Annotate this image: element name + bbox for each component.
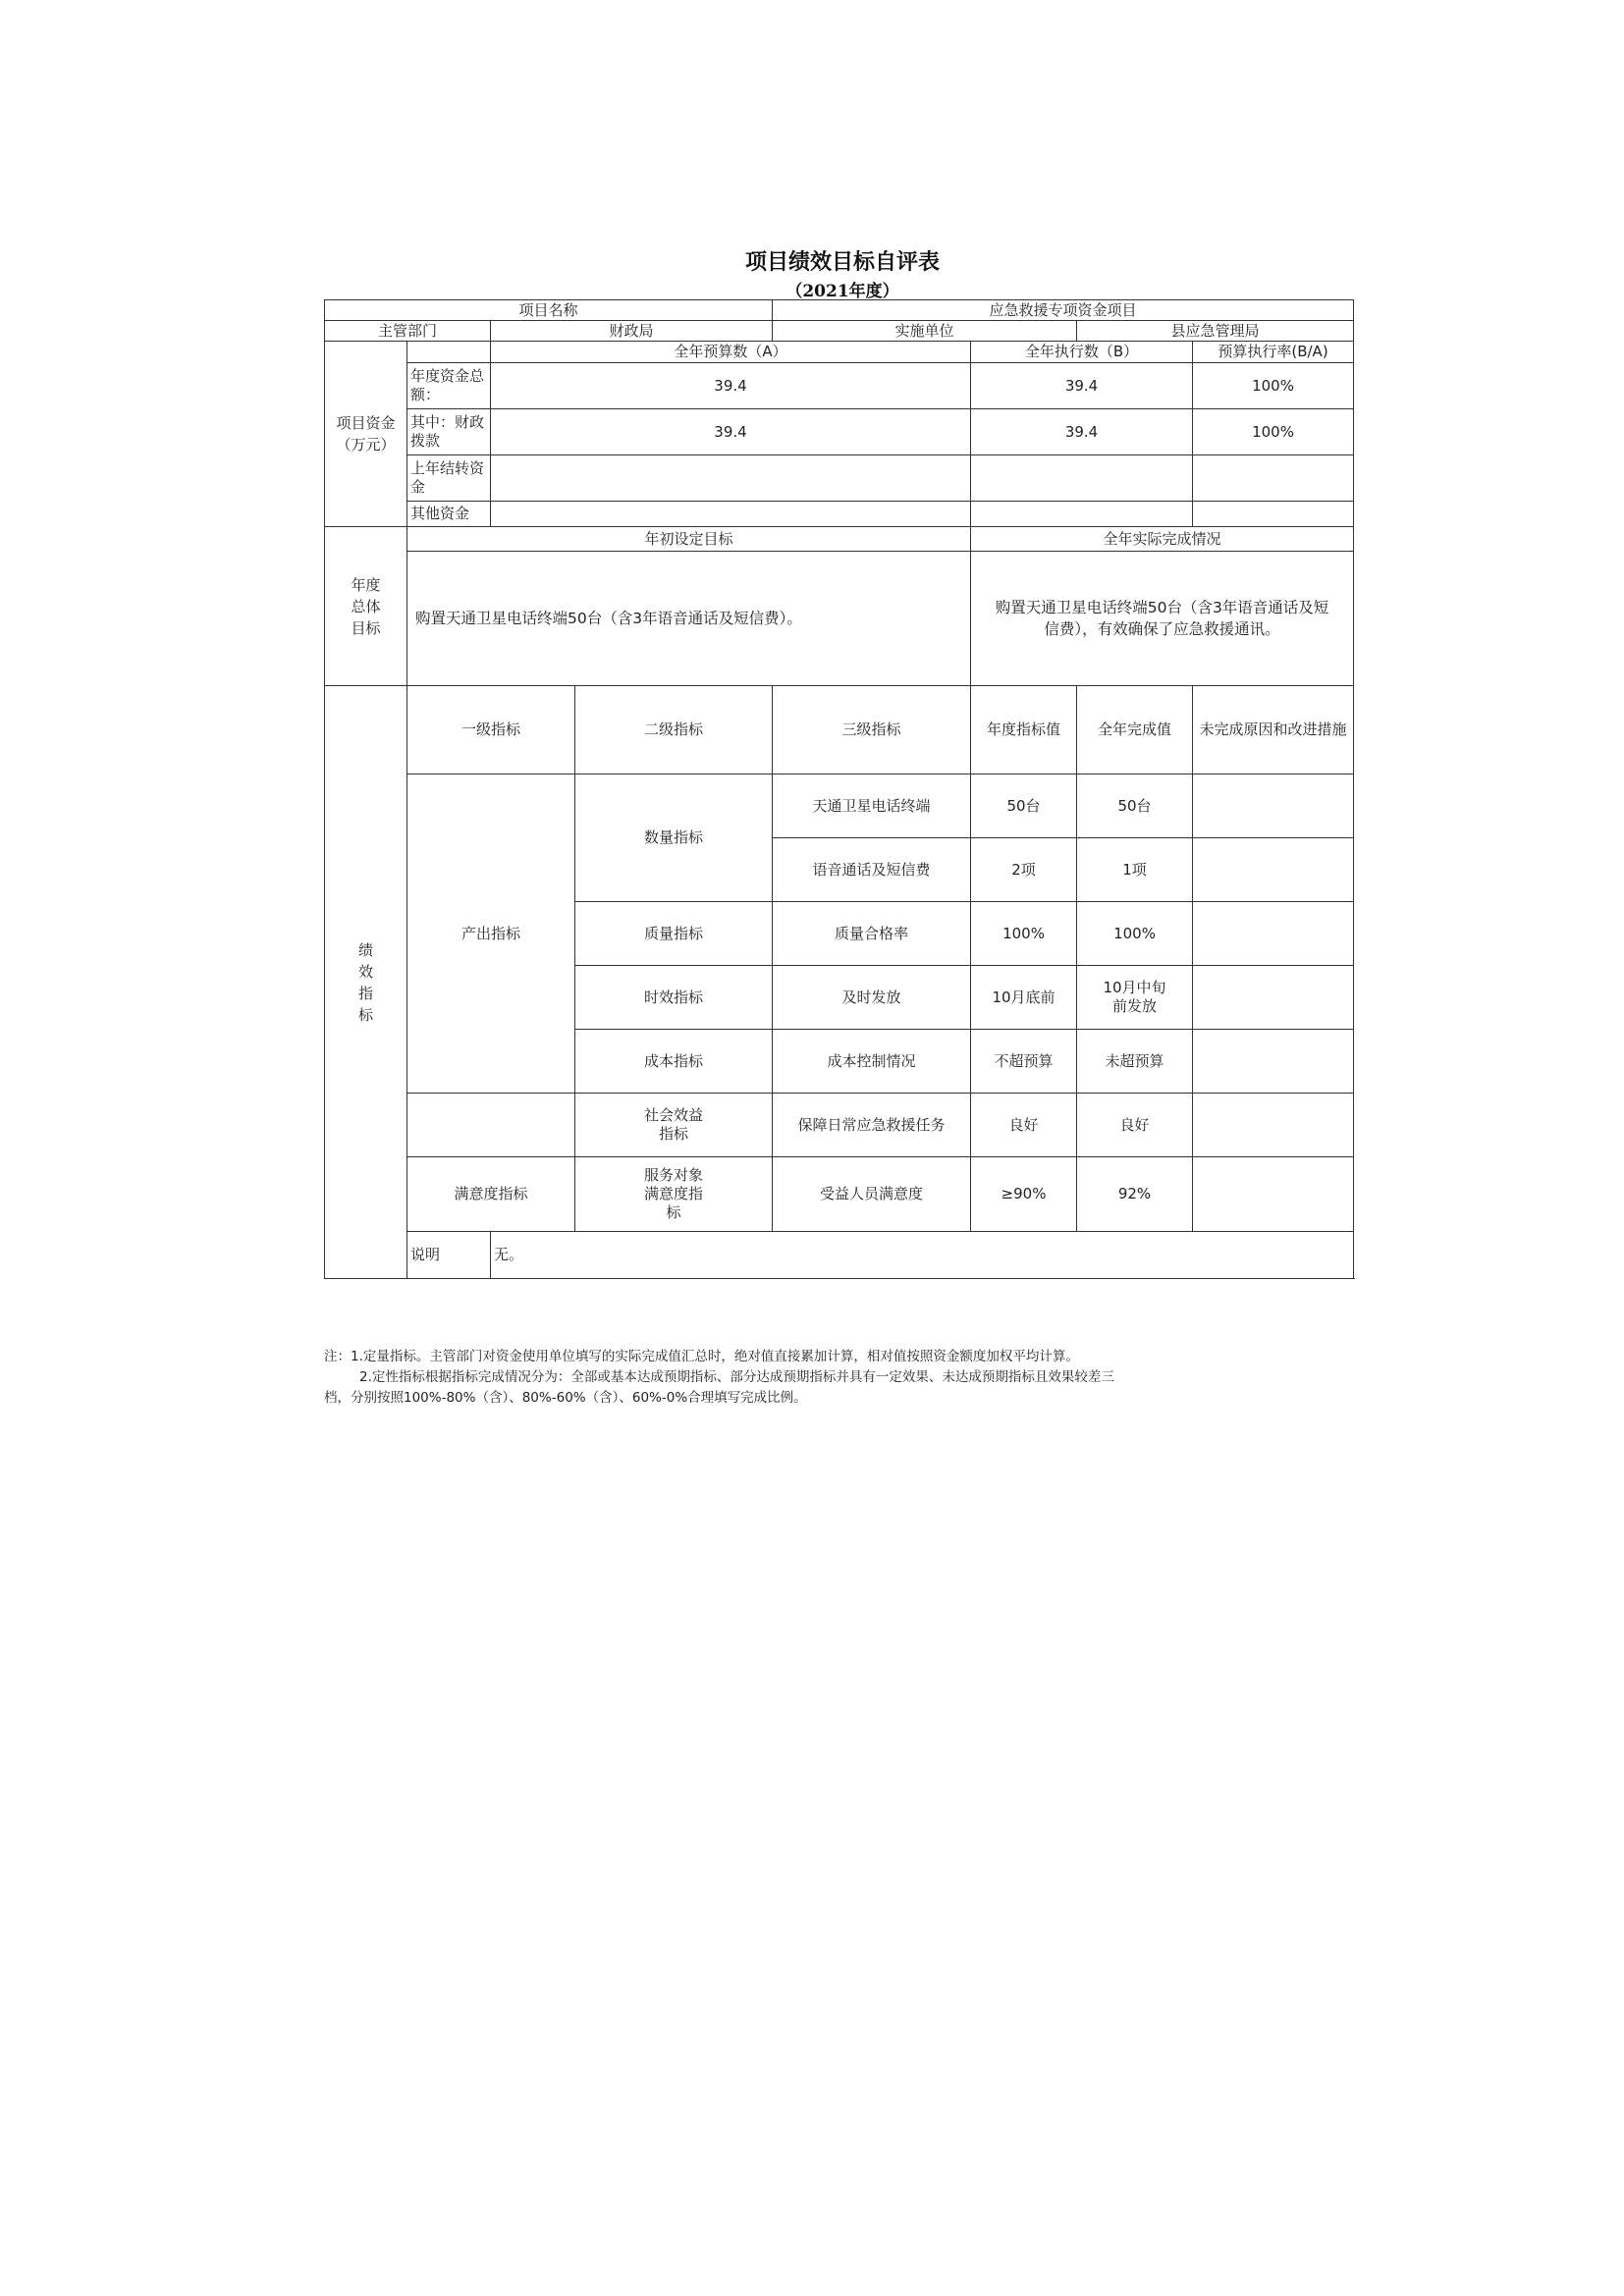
funds-budget <box>491 455 971 502</box>
actual-cell: 未超预算 <box>1077 1030 1193 1094</box>
funds-rate <box>1193 502 1354 527</box>
target-cell: 2项 <box>971 838 1077 902</box>
note-line-2: 2.定性指标根据指标完成情况分为：全部或基本达成预期指标、部分达成预期指标并具有一定效果、未达成预期指标且效果较差三 <box>359 1369 1114 1385</box>
funds-exec <box>971 502 1193 527</box>
funds-section-label: 项目资金（万元） <box>325 342 407 527</box>
col-budget: 全年预算数（A） <box>491 342 971 363</box>
level3-cell: 受益人员满意度 <box>773 1157 971 1232</box>
remark-label: 说明 <box>407 1232 491 1279</box>
funds-budget: 39.4 <box>491 363 971 409</box>
col-rate: 预算执行率(B/A) <box>1193 342 1354 363</box>
level1-satisfaction: 满意度指标 <box>407 1157 575 1232</box>
set-goal-text: 购置天通卫星电话终端50台（含3年语音通话及短信费）。 <box>407 552 971 686</box>
funds-row-label: 年度资金总额： <box>407 363 491 409</box>
funds-rate: 100% <box>1193 363 1354 409</box>
funds-exec: 39.4 <box>971 363 1193 409</box>
target-cell: 10月底前 <box>971 966 1077 1030</box>
level2-quantity: 数量指标 <box>575 774 773 902</box>
project-name-label: 项目名称 <box>325 300 773 321</box>
goals-section-label: 年度总体目标 <box>325 527 407 686</box>
reason-cell <box>1193 1094 1354 1157</box>
level2-quality: 质量指标 <box>575 902 773 966</box>
header-level1: 一级指标 <box>407 686 575 774</box>
funds-budget: 39.4 <box>491 409 971 455</box>
reason-cell <box>1193 902 1354 966</box>
funds-row-label: 其他资金 <box>407 502 491 527</box>
indicators-section-label: 绩效指标 <box>325 686 407 1279</box>
header-target: 年度指标值 <box>971 686 1077 774</box>
output-indicator-label: 产出指标 <box>407 774 575 1094</box>
level2-timeliness: 时效指标 <box>575 966 773 1030</box>
level2-social: 社会效益指标 <box>575 1094 773 1157</box>
header-level3: 三级指标 <box>773 686 971 774</box>
funds-rate: 100% <box>1193 409 1354 455</box>
document-title: 项目绩效目标自评表 <box>744 249 940 275</box>
unit-value: 县应急管理局 <box>1077 321 1354 342</box>
funds-rate <box>1193 455 1354 502</box>
note-line-3: 档，分别按照100%-80%（含）、80%-60%（含）、60%-0%合理填写完成比例。 <box>324 1390 807 1406</box>
footnotes <box>324 1347 1355 1409</box>
actual-cell: 1项 <box>1077 838 1193 902</box>
actual-cell: 10月中旬前发放 <box>1077 966 1193 1030</box>
header-reason: 未完成原因和改进措施 <box>1193 686 1354 774</box>
funds-exec <box>971 455 1193 502</box>
level2-cost: 成本指标 <box>575 1030 773 1094</box>
actual-cell: 100% <box>1077 902 1193 966</box>
col-actual-goal: 全年实际完成情况 <box>971 527 1354 552</box>
project-name-value: 应急救援专项资金项目 <box>773 300 1354 321</box>
target-cell: 50台 <box>971 774 1077 838</box>
col-exec: 全年执行数（B） <box>971 342 1193 363</box>
level3-cell: 质量合格率 <box>773 902 971 966</box>
document-year: （2021年度） <box>785 282 899 301</box>
unit-label: 实施单位 <box>773 321 1077 342</box>
actual-cell: 92% <box>1077 1157 1193 1232</box>
target-cell: 不超预算 <box>971 1030 1077 1094</box>
level3-cell: 语音通话及短信费 <box>773 838 971 902</box>
level3-cell: 天通卫星电话终端 <box>773 774 971 838</box>
reason-cell <box>1193 1157 1354 1232</box>
remark-value: 无。 <box>491 1232 1354 1279</box>
level1-cell <box>407 1094 575 1157</box>
self-evaluation-table <box>324 299 1354 1279</box>
dept-label: 主管部门 <box>325 321 491 342</box>
funds-exec: 39.4 <box>971 409 1193 455</box>
level3-cell: 及时发放 <box>773 966 971 1030</box>
funds-budget <box>491 502 971 527</box>
reason-cell <box>1193 838 1354 902</box>
level3-cell: 保障日常应急救援任务 <box>773 1094 971 1157</box>
note-line-1: 注：1.定量指标。主管部门对资金使用单位填写的实际完成值汇总时，绝对值直接累加计算，相对值按照资金额度加权平均计算。 <box>324 1349 1079 1364</box>
actual-cell: 50台 <box>1077 774 1193 838</box>
actual-goal-text: 购置天通卫星电话终端50台（含3年语音通话及短信费），有效确保了应急救援通讯。 <box>971 552 1354 686</box>
target-cell: 良好 <box>971 1094 1077 1157</box>
header-level2: 二级指标 <box>575 686 773 774</box>
funds-row-label: 上年结转资金 <box>407 455 491 502</box>
level3-cell: 成本控制情况 <box>773 1030 971 1094</box>
reason-cell <box>1193 774 1354 838</box>
header-actual: 全年完成值 <box>1077 686 1193 774</box>
funds-row-label: 其中：财政拨款 <box>407 409 491 455</box>
actual-cell: 良好 <box>1077 1094 1193 1157</box>
target-cell: ≥90% <box>971 1157 1077 1232</box>
col-set-goal: 年初设定目标 <box>407 527 971 552</box>
dept-value: 财政局 <box>491 321 773 342</box>
reason-cell <box>1193 966 1354 1030</box>
reason-cell <box>1193 1030 1354 1094</box>
level2-satisfaction: 服务对象满意度指标 <box>575 1157 773 1232</box>
target-cell: 100% <box>971 902 1077 966</box>
